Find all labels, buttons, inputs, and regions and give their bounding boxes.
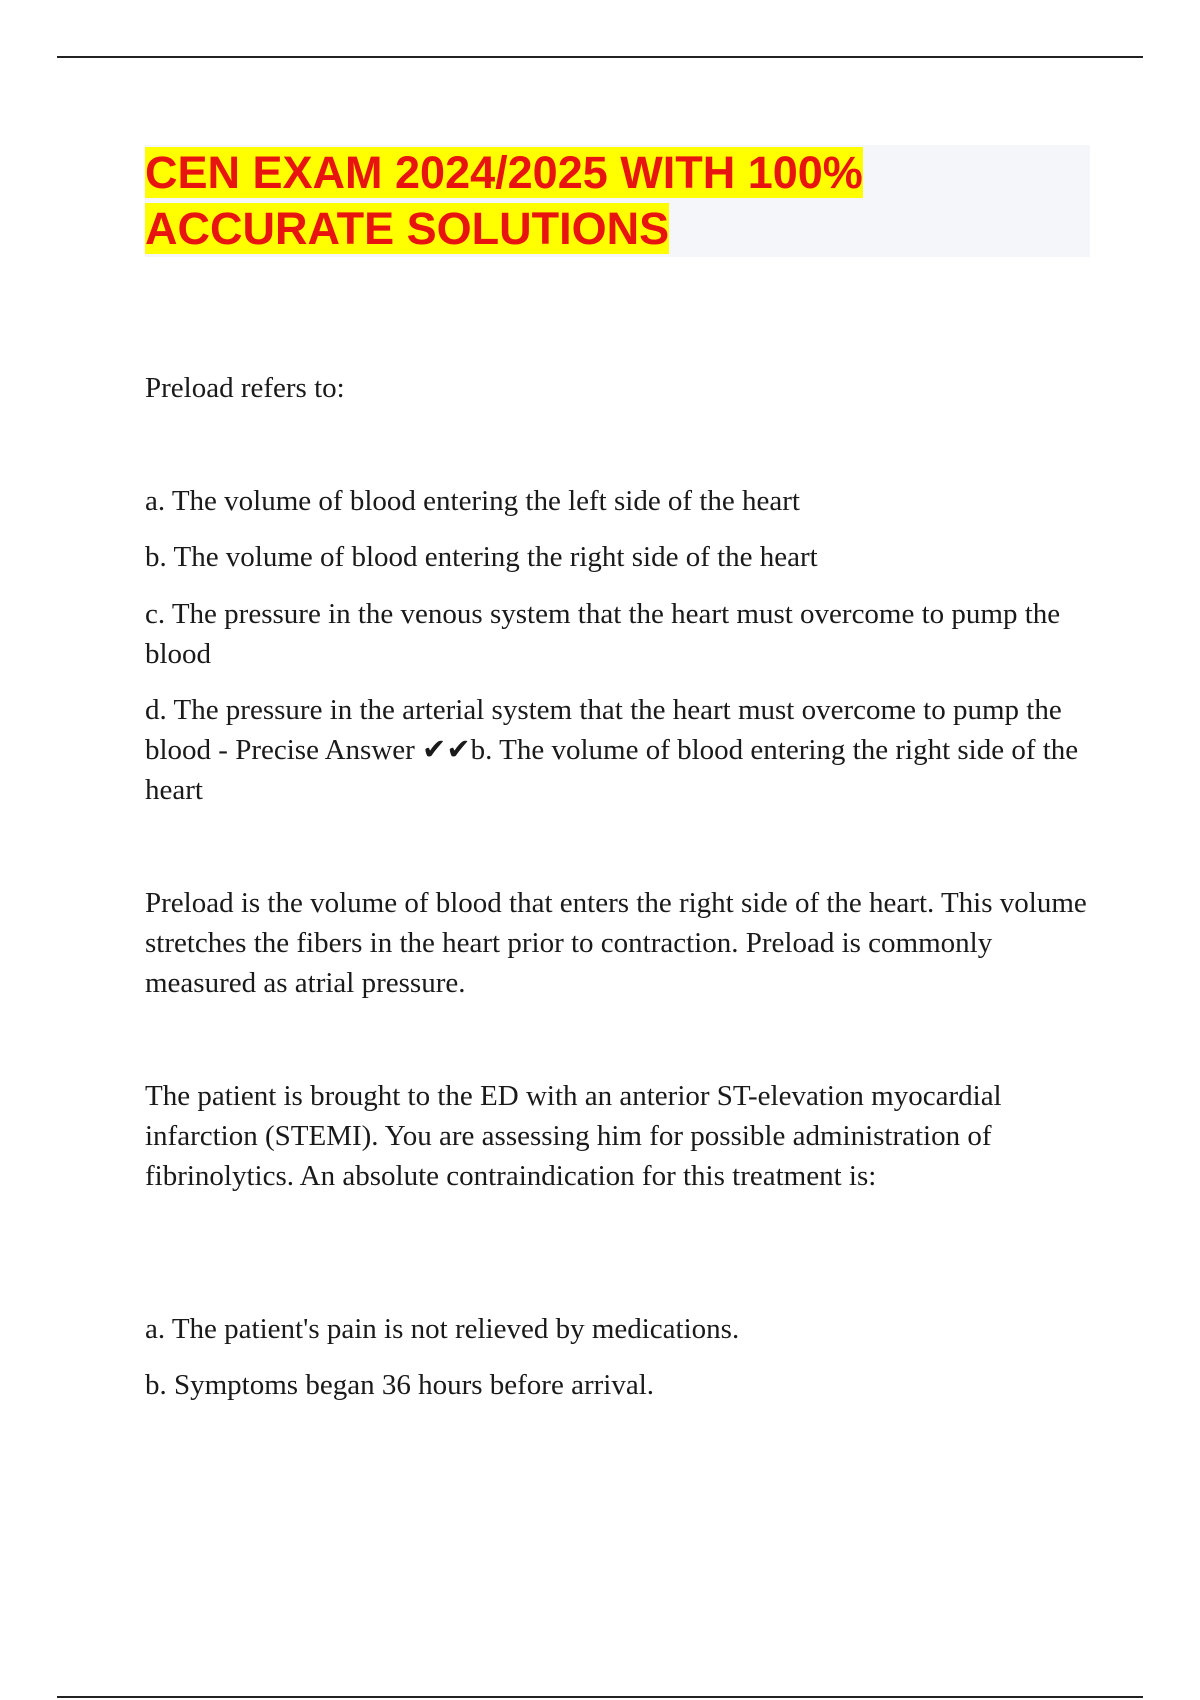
question-1-option-a-text: a. The volume of blood entering the left side of the heart — [145, 485, 800, 517]
question-2-stem-text: The patient is brought to the ED with an anterior ST-elevation myocardial infarction (STEMI). You are assessing him for possible administration of fibrinolytics. An absolute contraindication for this treatment is: — [145, 1080, 1002, 1192]
question-1-rationale — [145, 883, 1090, 1003]
question-2-option-a-text: a. The patient's pain is not relieved by medications. — [145, 1313, 740, 1345]
question-2-stem — [145, 1076, 1090, 1196]
question-1-option-d-with-answer — [145, 690, 1090, 810]
document-title-line-1: CEN EXAM 2024/2025 WITH 100% — [145, 147, 863, 198]
question-1-option-a — [145, 481, 1090, 521]
title-block — [145, 145, 1090, 257]
question-1-option-b — [145, 537, 1090, 577]
question-1-stem — [145, 368, 1090, 408]
bottom-divider — [57, 1696, 1143, 1698]
document-title — [145, 145, 1090, 257]
question-2-option-a — [145, 1309, 1090, 1349]
question-1-option-c-text: c. The pressure in the venous system that the heart must overcome to pump the blood — [145, 598, 1061, 670]
document-title-line-2: ACCURATE SOLUTIONS — [145, 203, 670, 254]
question-1-stem-text: Preload refers to: — [145, 372, 345, 404]
question-1-rationale-text: Preload is the volume of blood that enters the right side of the heart. This volume stretches the fibers in the heart prior to contraction. Preload is commonly measured as atrial pressure. — [145, 887, 1087, 999]
top-divider — [57, 56, 1143, 58]
question-2-option-b-text: b. Symptoms began 36 hours before arrival. — [145, 1369, 655, 1401]
question-1-option-b-text: b. The volume of blood entering the right side of the heart — [145, 541, 818, 573]
question-1-option-c — [145, 594, 1090, 674]
question-1-option-d-text: d. The pressure in the arterial system that the heart must overcome to pump the blood - Precise Answer ✔✔b. The volume of blood entering the right side of the heart — [145, 694, 1079, 806]
question-2-option-b — [145, 1365, 1090, 1405]
